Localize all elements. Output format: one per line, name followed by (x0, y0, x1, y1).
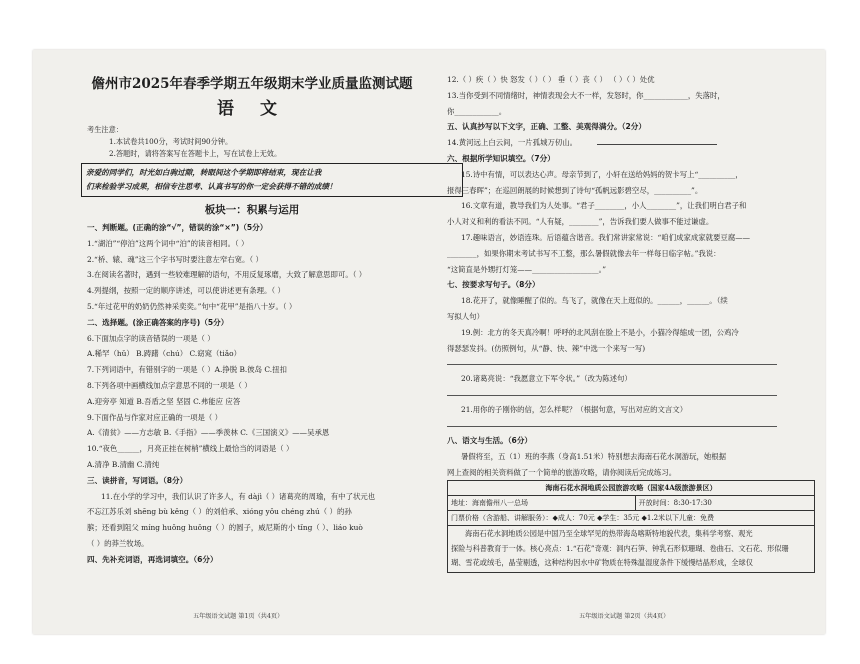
question-3: 3.在阅读名著时，遇到一些较难理解的语句，不用反复琢磨，大致了解意思即可。（ ） (87, 270, 367, 280)
section-7-heading: 七、按要求写句子。（8分） (447, 280, 540, 290)
page-1 (33, 50, 429, 634)
guide-intro-line-1: 海南石花水洞地质公园是中国乃至全球罕见的热带海岛喀斯特地貌代表，集科学考察、观光 (465, 529, 753, 539)
guide-title: 海南石花水洞地质公园旅游攻略（国家4A级旅游景区） (448, 481, 815, 496)
question-15-line-2: 报得三春晖”；在巡回朗展的时候想到了诗句“孤帆远影碧空尽，__________”。 (447, 185, 703, 195)
question-21: 21.用你的子刚你的信，怎么样呢？（根据句意，写出对应的文言文） (461, 405, 688, 415)
answer-line-21 (447, 426, 777, 427)
question-22-line-2: 网上查阅的相关资料做了一个简单的旅游攻略，请你阅读后完成练习。 (447, 467, 677, 477)
notice-line-1: 1.本试卷共100分，考试时间90分钟。 (109, 137, 233, 146)
question-2: 2.“桥、辕、魂”这三个字书写时要注意左窄右宽。（ ） (87, 254, 263, 264)
question-19-line-2: 得瑟瑟发抖。(仿照例句，从“静、快、辣”中选一个来写一写) (447, 343, 646, 353)
question-10: 10.“夜色______，月亮正挂在树梢”横线上最恰当的词语是（ ） (87, 444, 294, 454)
question-20: 20.诸葛亮说：“我愿意立下军令状。”（改为陈述句） (461, 374, 632, 384)
subject-title: 语 文 (217, 99, 287, 119)
encouragement-line-1: 亲爱的同学们，时光如白驹过隙，转眼间这个学期即将结束，现在让我 (86, 168, 322, 177)
question-22-line-1: 暑假将至，五（1）班的李燕（身高1.51米）特别想去海南石花水洞游玩，她根据 (461, 451, 727, 461)
question-18-line-1: 18.花开了，就像睡醒了似的。鸟飞了，就像在天上逛似的。______，______。（续 (461, 296, 728, 306)
page-2 (429, 50, 825, 634)
question-17-line-2: ________，如果你期末考试书写不工整，那么暑假就像去年一样每日临字帖。”我说： (447, 248, 721, 258)
section-8-heading: 八、语文与生活。（6分） (447, 435, 533, 445)
page-1-footer: 五年级语文试题 第1页（共4页） (193, 613, 284, 620)
exam-title: 儋州市2025年春季学期五年级期末学业质量监测试题 (91, 76, 413, 92)
question-5: 5.“年过花甲的奶奶仍然神采奕奕。”句中“花甲”是指八十岁。（ ） (87, 301, 297, 311)
question-11-line-3: 膑；还看到阻父 míng huǒng huǒng（ ）的圆子，威尼斯的小 tǐng（ ）、liáo kuò (87, 523, 363, 533)
question-4: 4.列提纲，按照一定的顺序讲述，可以使讲述更有条理。（ ） (87, 286, 285, 296)
question-14 (447, 135, 809, 151)
notice-head: 考生注意： (87, 125, 123, 134)
answer-line-20 (447, 395, 777, 396)
guide-price: 门票价格（含游船、讲解服务）：◆成人：70元 ◆学生：35元 ◆1.2米以下儿童：免费 (448, 511, 815, 526)
question-8-options: A.迎旁亭 知道 B.吾盾之坚 坚固 C.弗能应 应答 (87, 396, 241, 406)
question-11-line-4: （ ）的莽兰牧场。 (87, 538, 149, 548)
section-6-heading: 六、根据所学知识填空。（7分） (447, 153, 555, 163)
exam-sheet (33, 50, 825, 634)
question-12: 12.（ ）疾（ ）快 怒发（ ）（ ） 垂（ ）丧（ ） （ ）（ ）处优 (447, 75, 655, 84)
travel-guide-table (447, 480, 815, 573)
question-15-line-1: 15.诗中有情，可以表达心声。母亲节到了，小轩在送给妈妈的贺卡写上“__________， (461, 169, 743, 179)
question-11-line-1: 11.在小学的学习中，我们认识了许多人，有 dàjì（ ）诸葛亮的周瑜，有中了状元也 (101, 491, 376, 501)
section-2-heading: 二、选择题。(涂正确答案的序号)（5分） (87, 317, 229, 327)
section-3-heading: 三、读拼音，写词语。（8分） (87, 475, 188, 485)
answer-line-19 (447, 364, 777, 365)
question-10-options: A.清净 B.清幽 C.清纯 (87, 459, 160, 469)
question-16-line-1: 16.文章有道，教导我们为人处事。“君子________，小人________”，让我们明白君子和 (461, 201, 747, 211)
question-9: 9.下面作品与作家对应正确的一项是（ ） (87, 412, 223, 422)
guide-intro (448, 526, 815, 573)
encouragement-line-2: 们来检验学习成果，相信专注思考、认真书写的你一定会获得不错的成绩！ (86, 182, 337, 191)
question-17-line-1: 17.趣味语言，妙语连珠。后语蕴含谐音。我们常讲家常说：“咱们成家成家就要豆腐—— (461, 232, 750, 242)
notice-line-2: 2.答题时，请将答案写在答题卡上，写在试卷上无效。 (109, 149, 282, 158)
guide-address: 地址：海南儋州八一总场 (448, 496, 636, 511)
question-6-options: A.稀罕（hǔ） B.踌躇（chú） C.窈窕（tiǎo） (87, 349, 241, 359)
section-1-heading: 一、判断题。(正确的涂“√”，错误的涂“×”)（5分） (87, 223, 268, 232)
question-7: 7.下列词语中，有错别字的一项是（ ）A.挣脱 B.彼岛 C.扭扣 (87, 365, 287, 375)
question-19-line-1: 19.例：北方的冬天真冷啊！呼呼的北风刮在脸上不是小，小猫冷得缩成一团，公鸡冷 (461, 327, 739, 337)
block-1-title: 板块一：积累与运用 (204, 204, 300, 216)
question-18-line-2: 写拟人句） (447, 311, 484, 321)
section-5-heading: 五、认真抄写以下文字，正确、工整、美观得满分。（2分） (447, 122, 646, 132)
question-16-line-2: 小人对义和利的看法不同。“人有疑，________”，告诉我们要人做事不能过谦虚。 (447, 217, 714, 227)
question-9-options: A.《清贫》——方志敏 B.《手指》——季羡林 C.《三国演义》——吴承恩 (87, 428, 330, 438)
question-11-line-2: 不忘江苏乐刘 shēng bù kěng（ ）的刘伯承、xióng yǒu chéng zhú（ ）的孙 (87, 507, 352, 517)
section-4-heading: 四、先补充词语，再选词填空。（6分） (87, 554, 218, 564)
guide-intro-line-2: 探险与科普教育于一体。核心亮点：1.“石花”奇观：洞内石笋、钟乳石形似珊瑚、卷曲石、文石花、形似珊 (451, 543, 789, 553)
question-8: 8.下列各项中画横线加点字意思不同的一项是（ ） (87, 380, 252, 390)
question-13-line-1: 13.当你受到不同情绪时，神情表现会大不一样，发怒时，你____________，失落时， (447, 90, 725, 100)
copy-line (597, 136, 717, 145)
guide-intro-line-3: 瑚、雪花或绒毛，晶莹剔透，这种结构因水中矿物质在特殊温湿度条件下缓慢结晶形成，全球仅 (451, 558, 753, 568)
guide-hours: 开放时间：8:30-17:30 (635, 496, 814, 511)
question-1: 1.“湖泊”“停泊”这两个词中“泊”的读音相同。（ ） (87, 238, 249, 248)
page-2-footer: 五年级语文试题 第2页（共4页） (579, 613, 670, 620)
encouragement-box (81, 163, 463, 197)
question-6: 6.下面加点字的读音错误的一项是（ ） (87, 333, 215, 343)
question-17-line-3: “这简直是外甥打灯笼——__________________。” (447, 264, 607, 274)
question-14-text: 14.黄河远上白云间，一片孤城万仞山。 (447, 138, 578, 148)
question-13-line-2: 你____________。 (447, 106, 507, 116)
